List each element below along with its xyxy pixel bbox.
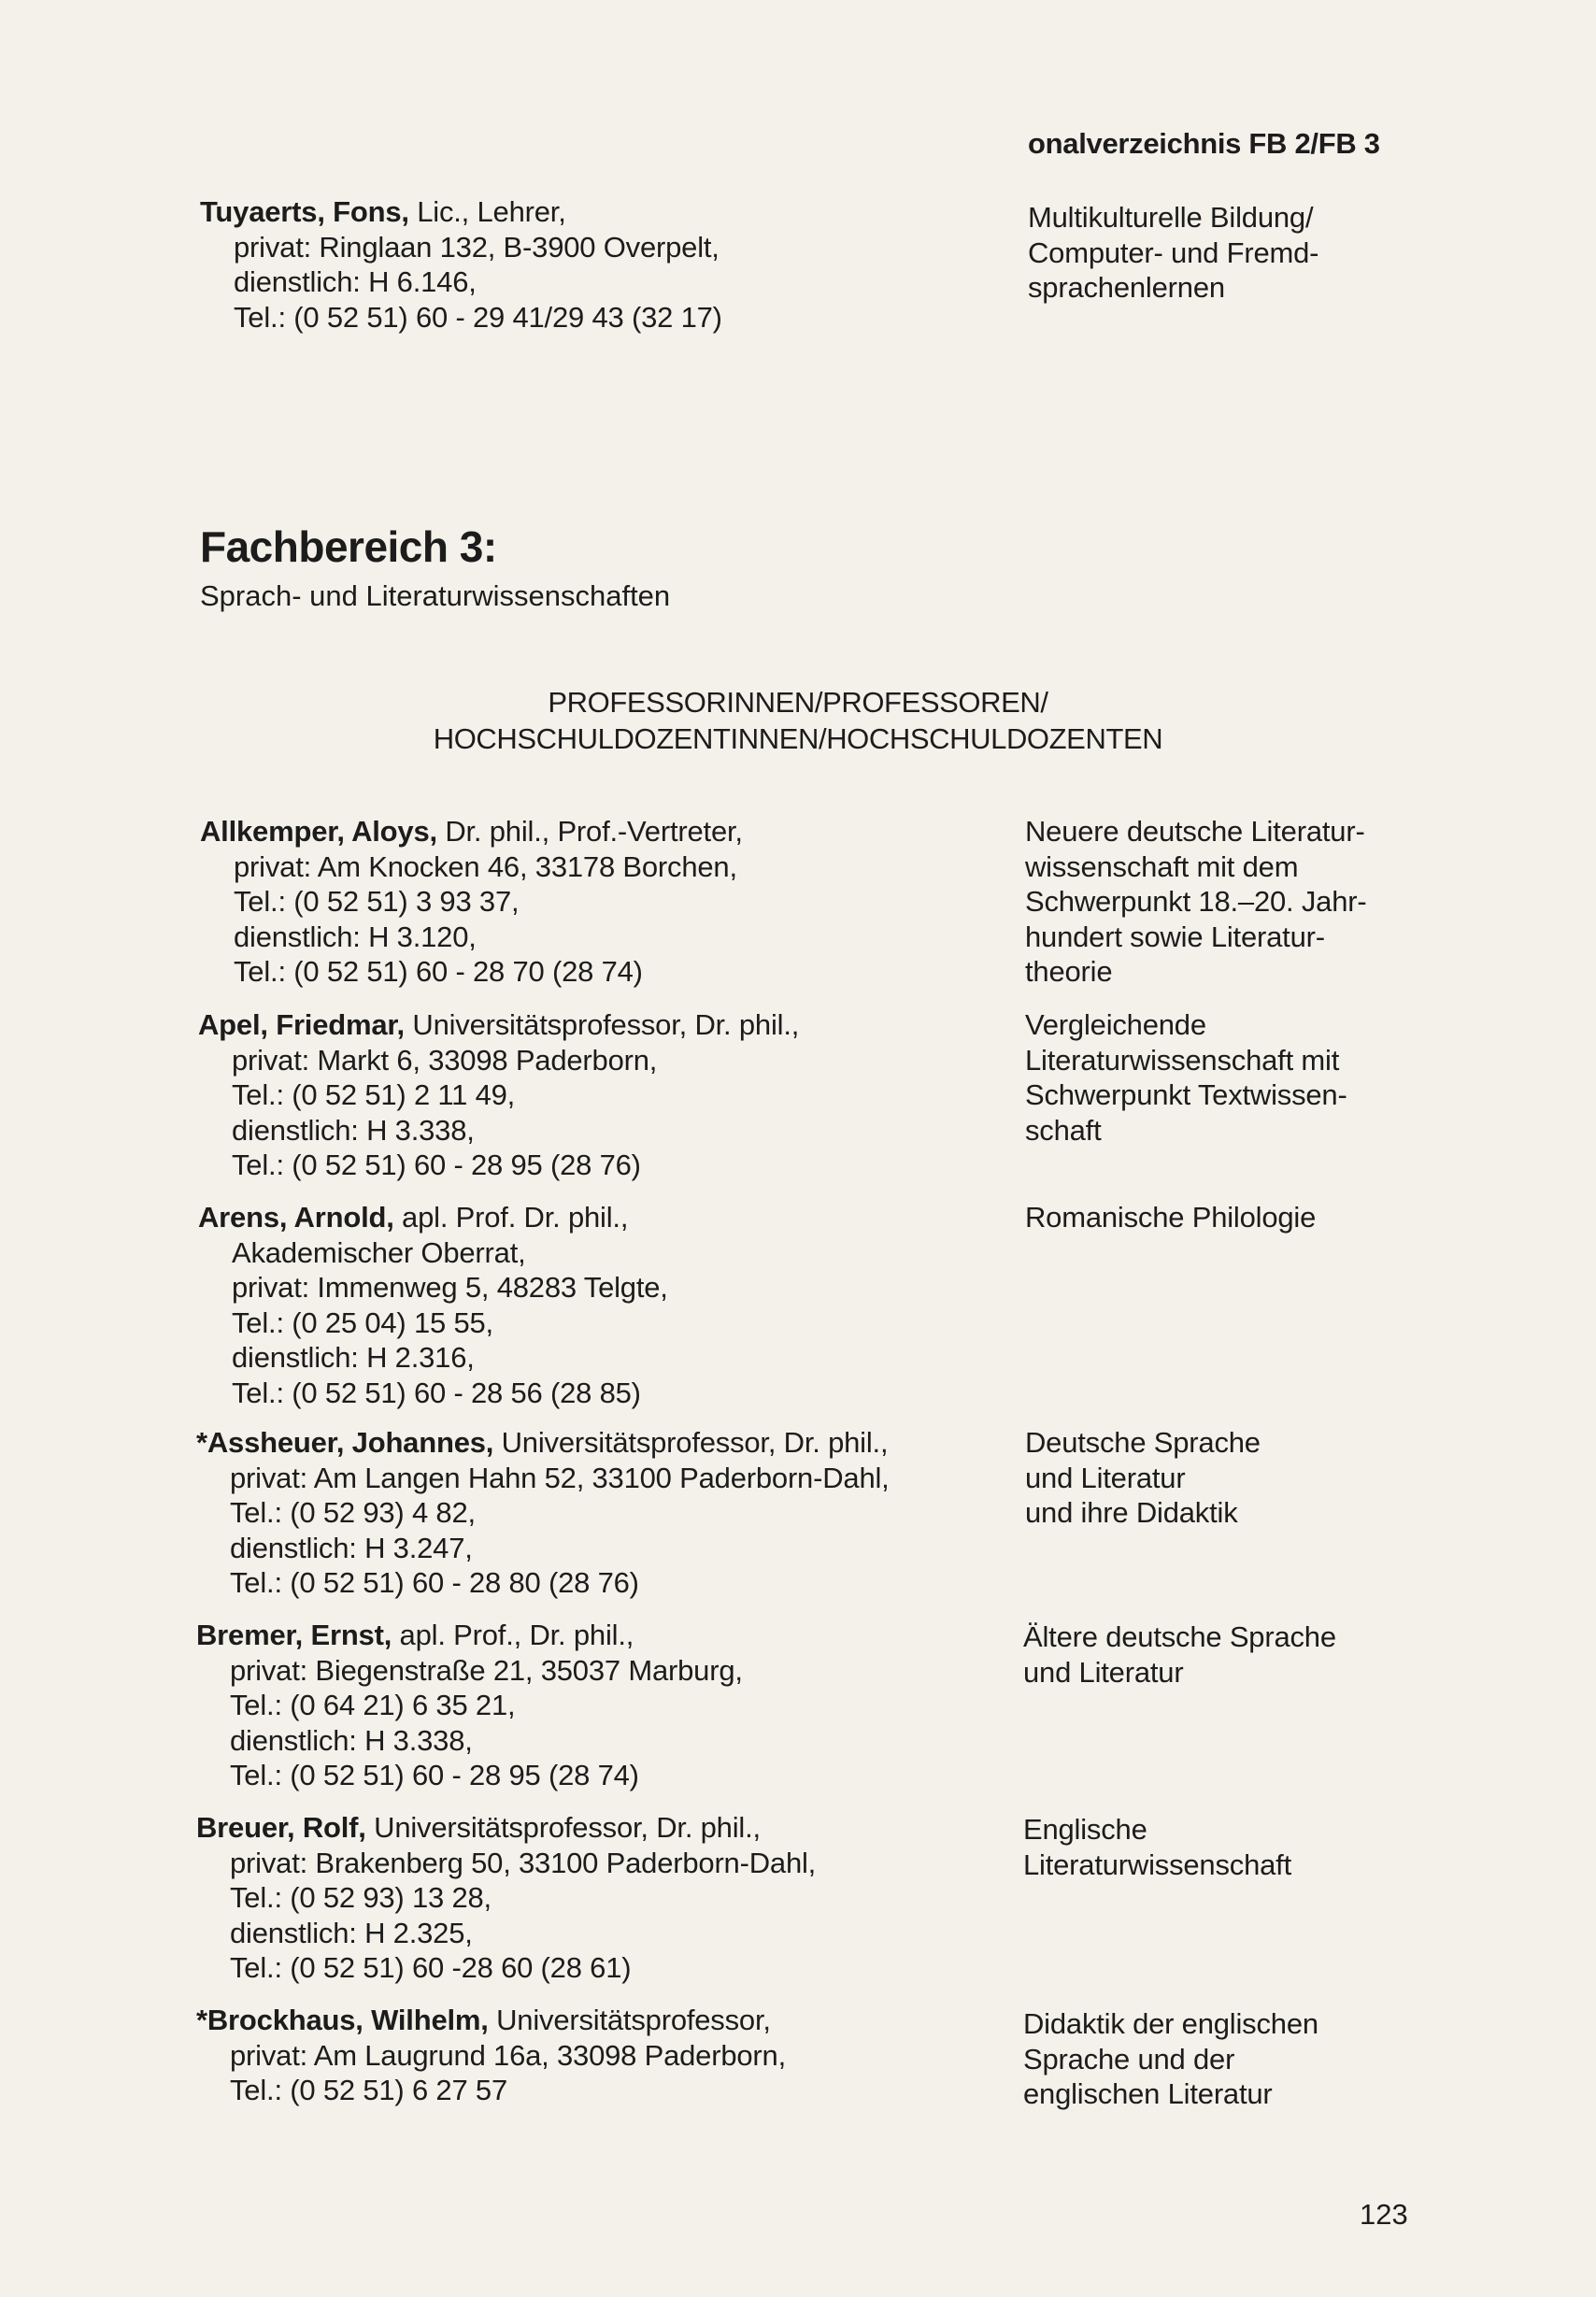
subject-line: schaft [1025, 1113, 1102, 1147]
entry-line: dienstlich: H 3.338, [232, 1113, 475, 1147]
person-entry [200, 814, 743, 990]
entry-line: Tel.: (0 52 51) 60 - 28 80 (28 76) [230, 1566, 639, 1599]
subject-line: Multikulturelle Bildung/ [1028, 201, 1314, 234]
page-number: 123 [1360, 2198, 1408, 2231]
person-title: Universitätsprofessor, Dr. phil., [365, 1811, 761, 1844]
subject-line: Englische [1023, 1813, 1147, 1846]
subject-line: Literaturwissenschaft mit [1025, 1043, 1340, 1077]
person-name: Allkemper, Aloys, [200, 815, 437, 848]
entry-line: Akademischer Oberrat, [232, 1235, 526, 1269]
person-entry [198, 1200, 668, 1410]
entry-line: Tel.: (0 52 51) 60 - 28 95 (28 74) [230, 1759, 639, 1791]
section-heading-line: HOCHSCHULDOZENTINNEN/HOCHSCHULDOZENTEN [433, 722, 1163, 755]
entry-line: dienstlich: H 2.325, [230, 1916, 473, 1949]
person-entry [200, 194, 722, 335]
person-entry [196, 1618, 743, 1793]
faculty-title: Fachbereich 3: [200, 522, 497, 571]
subject-line: Schwerpunkt 18.–20. Jahr- [1025, 885, 1367, 918]
person-entry [196, 2003, 786, 2108]
subject-line: Romanische Philologie [1025, 1201, 1317, 1234]
section-heading-line: PROFESSORINNEN/PROFESSOREN/ [548, 686, 1048, 719]
person-name: Apel, Friedmar, [198, 1008, 405, 1041]
person-entry [196, 1810, 816, 1986]
subject-line: Deutsche Sprache [1025, 1426, 1261, 1459]
entry-line: Tel.: (0 52 93) 13 28, [230, 1881, 492, 1914]
subject-line: und Literatur [1025, 1461, 1186, 1494]
entry-line: Tel.: (0 25 04) 15 55, [232, 1305, 493, 1339]
subject-line: Ältere deutsche Sprache [1023, 1620, 1336, 1653]
entry-line: Tel.: (0 52 51) 60 - 28 56 (28 85) [232, 1376, 641, 1409]
subject-area [1023, 1812, 1291, 1882]
subject-area [1025, 1007, 1347, 1148]
entry-heading [196, 2003, 786, 2038]
subject-line: hundert sowie Literatur- [1025, 920, 1325, 953]
subject-area [1025, 814, 1367, 990]
entry-line: privat: Immenweg 5, 48283 Telgte, [232, 1271, 668, 1304]
entry-line: dienstlich: H 3.120, [234, 920, 477, 953]
person-name: Arens, Arnold, [198, 1201, 394, 1234]
subject-line: Didaktik der englischen [1023, 2007, 1318, 2040]
entry-line: privat: Ringlaan 132, B-3900 Overpelt, [234, 230, 720, 264]
person-title: Universitätsprofessor, [488, 2004, 771, 2036]
subject-line: und Literatur [1023, 1655, 1184, 1689]
entry-heading [196, 1810, 816, 1846]
person-title: Universitätsprofessor, Dr. phil., [493, 1426, 889, 1459]
person-title: Dr. phil., Prof.-Vertreter, [436, 815, 743, 848]
entry-line: privat: Am Langen Hahn 52, 33100 Paderborn-Dahl, [230, 1461, 890, 1494]
person-entry [198, 1007, 799, 1183]
entry-line: Tel.: (0 64 21) 6 35 21, [230, 1689, 516, 1721]
entry-line: dienstlich: H 6.146, [234, 265, 477, 298]
entry-line: privat: Markt 6, 33098 Paderborn, [232, 1043, 658, 1077]
entry-line: Tel.: (0 52 51) 60 -28 60 (28 61) [230, 1951, 632, 1984]
subject-line: Vergleichende [1025, 1008, 1206, 1041]
subject-line: Computer- und Fremd- [1028, 235, 1319, 269]
person-name: *Assheuer, Johannes, [196, 1426, 494, 1459]
person-entry [196, 1425, 890, 1601]
subject-line: Literaturwissenschaft [1023, 1848, 1291, 1881]
entry-line: Tel.: (0 52 51) 60 - 29 41/29 43 (32 17) [234, 300, 722, 334]
entry-line: Tel.: (0 52 51) 6 27 57 [230, 2074, 507, 2106]
entry-line: Tel.: (0 52 51) 60 - 28 95 (28 76) [232, 1148, 641, 1181]
subject-line: Neuere deutsche Literatur- [1025, 815, 1365, 848]
subject-area [1023, 2006, 1318, 2112]
entry-line: Tel.: (0 52 93) 4 82, [230, 1496, 476, 1529]
entry-heading [198, 1007, 799, 1043]
person-title: apl. Prof. Dr. phil., [393, 1201, 629, 1234]
entry-line: dienstlich: H 3.247, [230, 1531, 473, 1564]
entry-line: privat: Am Knocken 46, 33178 Borchen, [234, 849, 737, 883]
entry-heading [200, 814, 743, 849]
subject-area [1025, 1425, 1261, 1531]
running-head: onalverzeichnis FB 2/FB 3 [1028, 127, 1380, 160]
entry-line: privat: Am Laugrund 16a, 33098 Paderborn, [230, 2038, 786, 2072]
subject-line: Sprache und der [1023, 2042, 1235, 2076]
person-name: Bremer, Ernst, [196, 1619, 392, 1651]
entry-line: dienstlich: H 2.316, [232, 1341, 475, 1374]
person-name: Breuer, Rolf, [196, 1811, 366, 1844]
entry-line: dienstlich: H 3.338, [230, 1723, 473, 1757]
faculty-subtitle: Sprach- und Literaturwissenschaften [200, 579, 671, 612]
entry-heading [198, 1200, 668, 1235]
subject-line: englischen Literatur [1023, 2077, 1273, 2110]
subject-area [1028, 200, 1318, 306]
entry-line: Tel.: (0 52 51) 3 93 37, [234, 885, 520, 918]
subject-line: wissenschaft mit dem [1025, 849, 1299, 883]
entry-line: Tel.: (0 52 51) 2 11 49, [232, 1078, 516, 1111]
entry-heading [196, 1425, 890, 1461]
subject-line: Schwerpunkt Textwissen- [1025, 1078, 1347, 1111]
entry-heading [200, 194, 722, 230]
subject-area [1025, 1200, 1316, 1235]
person-name: Tuyaerts, Fons, [200, 195, 409, 228]
person-title: Universitätsprofessor, Dr. phil., [404, 1008, 800, 1041]
subject-line: theorie [1025, 955, 1113, 988]
person-title: apl. Prof., Dr. phil., [392, 1619, 634, 1651]
section-heading [0, 684, 1596, 757]
person-name: *Brockhaus, Wilhelm, [196, 2004, 489, 2036]
entry-line: privat: Brakenberg 50, 33100 Paderborn-Dahl, [230, 1846, 817, 1879]
subject-area [1023, 1619, 1336, 1690]
entry-line: privat: Biegenstraße 21, 35037 Marburg, [230, 1653, 743, 1687]
entry-heading [196, 1618, 743, 1653]
subject-line: und ihre Didaktik [1025, 1496, 1238, 1529]
subject-line: sprachenlernen [1028, 271, 1225, 304]
entry-line: Tel.: (0 52 51) 60 - 28 70 (28 74) [234, 955, 643, 988]
person-title: Lic., Lehrer, [408, 195, 566, 228]
